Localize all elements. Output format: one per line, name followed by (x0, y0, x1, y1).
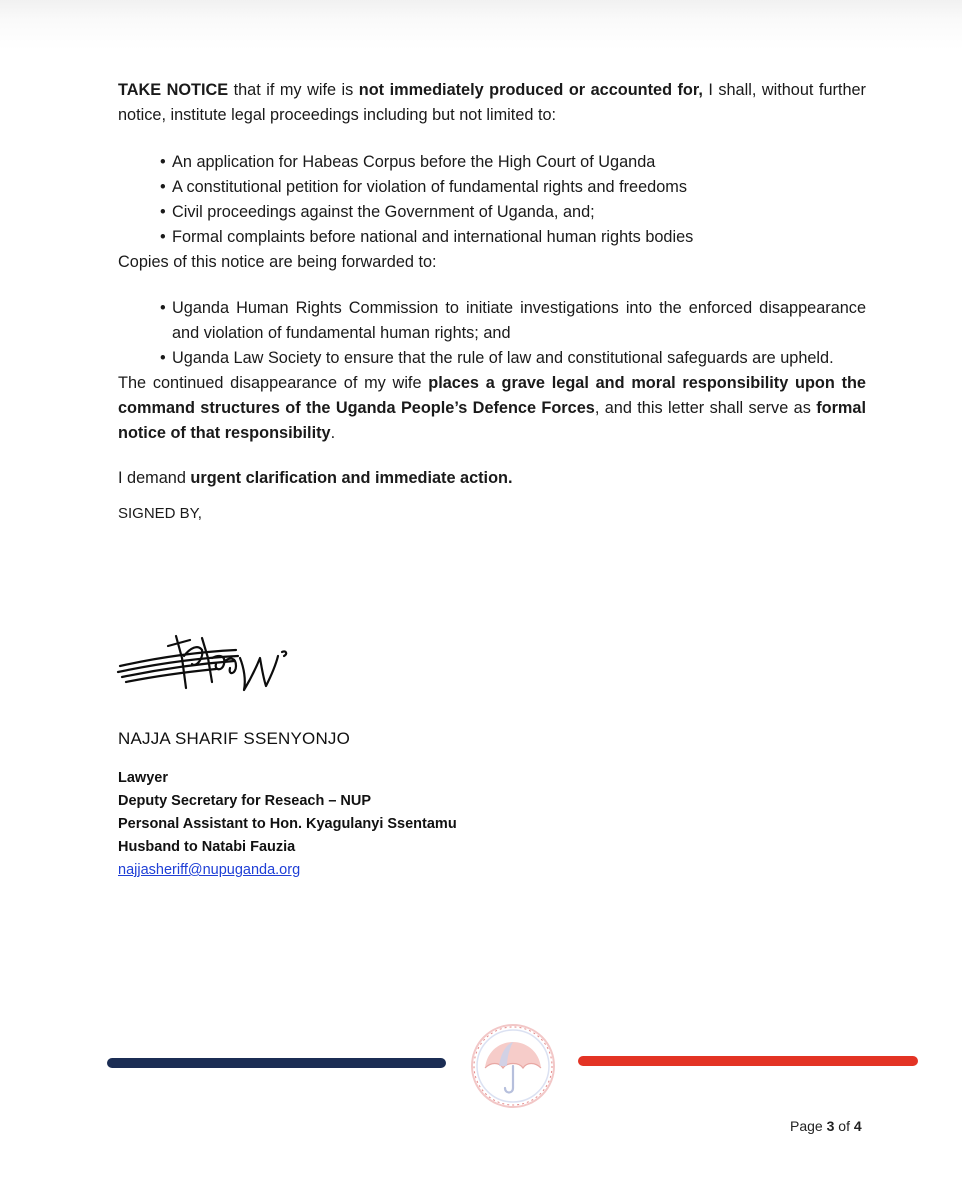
bullet-icon: • (160, 178, 166, 196)
title-line: Personal Assistant to Hon. Kyagulanyi Ssentamu (118, 816, 457, 832)
copies-intro: Copies of this notice are being forwarded to: (118, 253, 437, 271)
bullet-icon: • (160, 228, 166, 246)
handwritten-signature (116, 628, 296, 698)
signatory-name: NAJJA SHARIF SSENYONJO (118, 729, 351, 748)
bullet-icon: • (160, 203, 166, 221)
notice-text-a: that if my wife is (228, 81, 359, 99)
footer-bar-left (107, 1058, 446, 1068)
page-total: 4 (853, 1118, 862, 1134)
recipients-list (118, 296, 866, 371)
page-of: of (834, 1118, 854, 1134)
list-item-text: An application for Habeas Corpus before the High Court of Uganda (172, 153, 656, 171)
page-current: 3 (826, 1118, 835, 1134)
title-line: Lawyer (118, 770, 168, 786)
email-link[interactable]: najjasheriff@nupuganda.org (118, 862, 301, 878)
disappearance-text-a: The continued disappearance of my wife (118, 374, 429, 392)
list-item (160, 225, 866, 250)
title-line: Husband to Natabi Fauzia (118, 839, 296, 855)
list-item-text: Uganda Human Rights Commission to initiate investigations into the enforced disappearance and violation of fundamental human rights; and (172, 299, 866, 342)
disappearance-text-c: , and this letter shall serve as (594, 399, 817, 417)
demand-bold-b: urgent clarification and immediate action. (190, 469, 513, 487)
demand-line (118, 466, 866, 491)
page-prefix: Page (790, 1118, 827, 1134)
notice-bold-b: not immediately produced or accounted for, (358, 81, 703, 99)
list-item (160, 200, 866, 225)
title-line: Deputy Secretary for Reseach – NUP (118, 793, 372, 809)
notice-paragraph (118, 78, 866, 128)
letter-body (118, 78, 866, 525)
list-item (160, 150, 866, 175)
page-number (790, 1118, 862, 1134)
list-item (160, 296, 866, 346)
list-item-text: Civil proceedings against the Government of Uganda, and; (172, 203, 595, 221)
list-item (160, 346, 866, 371)
disappearance-bold-b: places a grave legal and moral responsibility upon the command structures of the Uganda People’s Defence Forces (118, 374, 866, 417)
proceedings-list (118, 150, 866, 250)
footer-bar-right (578, 1056, 918, 1066)
signed-by-label: SIGNED BY, (118, 505, 202, 522)
notice-text-c: I shall, without further notice, institute legal proceedings including but not limited to: (118, 81, 866, 124)
list-item-text: A constitutional petition for violation of fundamental rights and freedoms (172, 178, 687, 196)
top-shade (0, 0, 962, 50)
disappearance-paragraph (118, 371, 866, 446)
disappearance-text-e: . (330, 424, 336, 442)
umbrella-logo-icon (469, 1022, 557, 1110)
list-item-text: Uganda Law Society to ensure that the rule of law and constitutional safeguards are upheld. (172, 349, 834, 367)
list-item (160, 175, 866, 200)
list-item-text: Formal complaints before national and international human rights bodies (172, 228, 694, 246)
disappearance-bold-d: formal notice of that responsibility (118, 399, 866, 442)
bullet-icon: • (160, 299, 166, 317)
bullet-icon: • (160, 349, 166, 367)
signatory-titles (118, 767, 457, 882)
take-notice-label: TAKE NOTICE (118, 81, 229, 99)
bullet-icon: • (160, 153, 166, 171)
demand-text-a: I demand (118, 469, 191, 487)
